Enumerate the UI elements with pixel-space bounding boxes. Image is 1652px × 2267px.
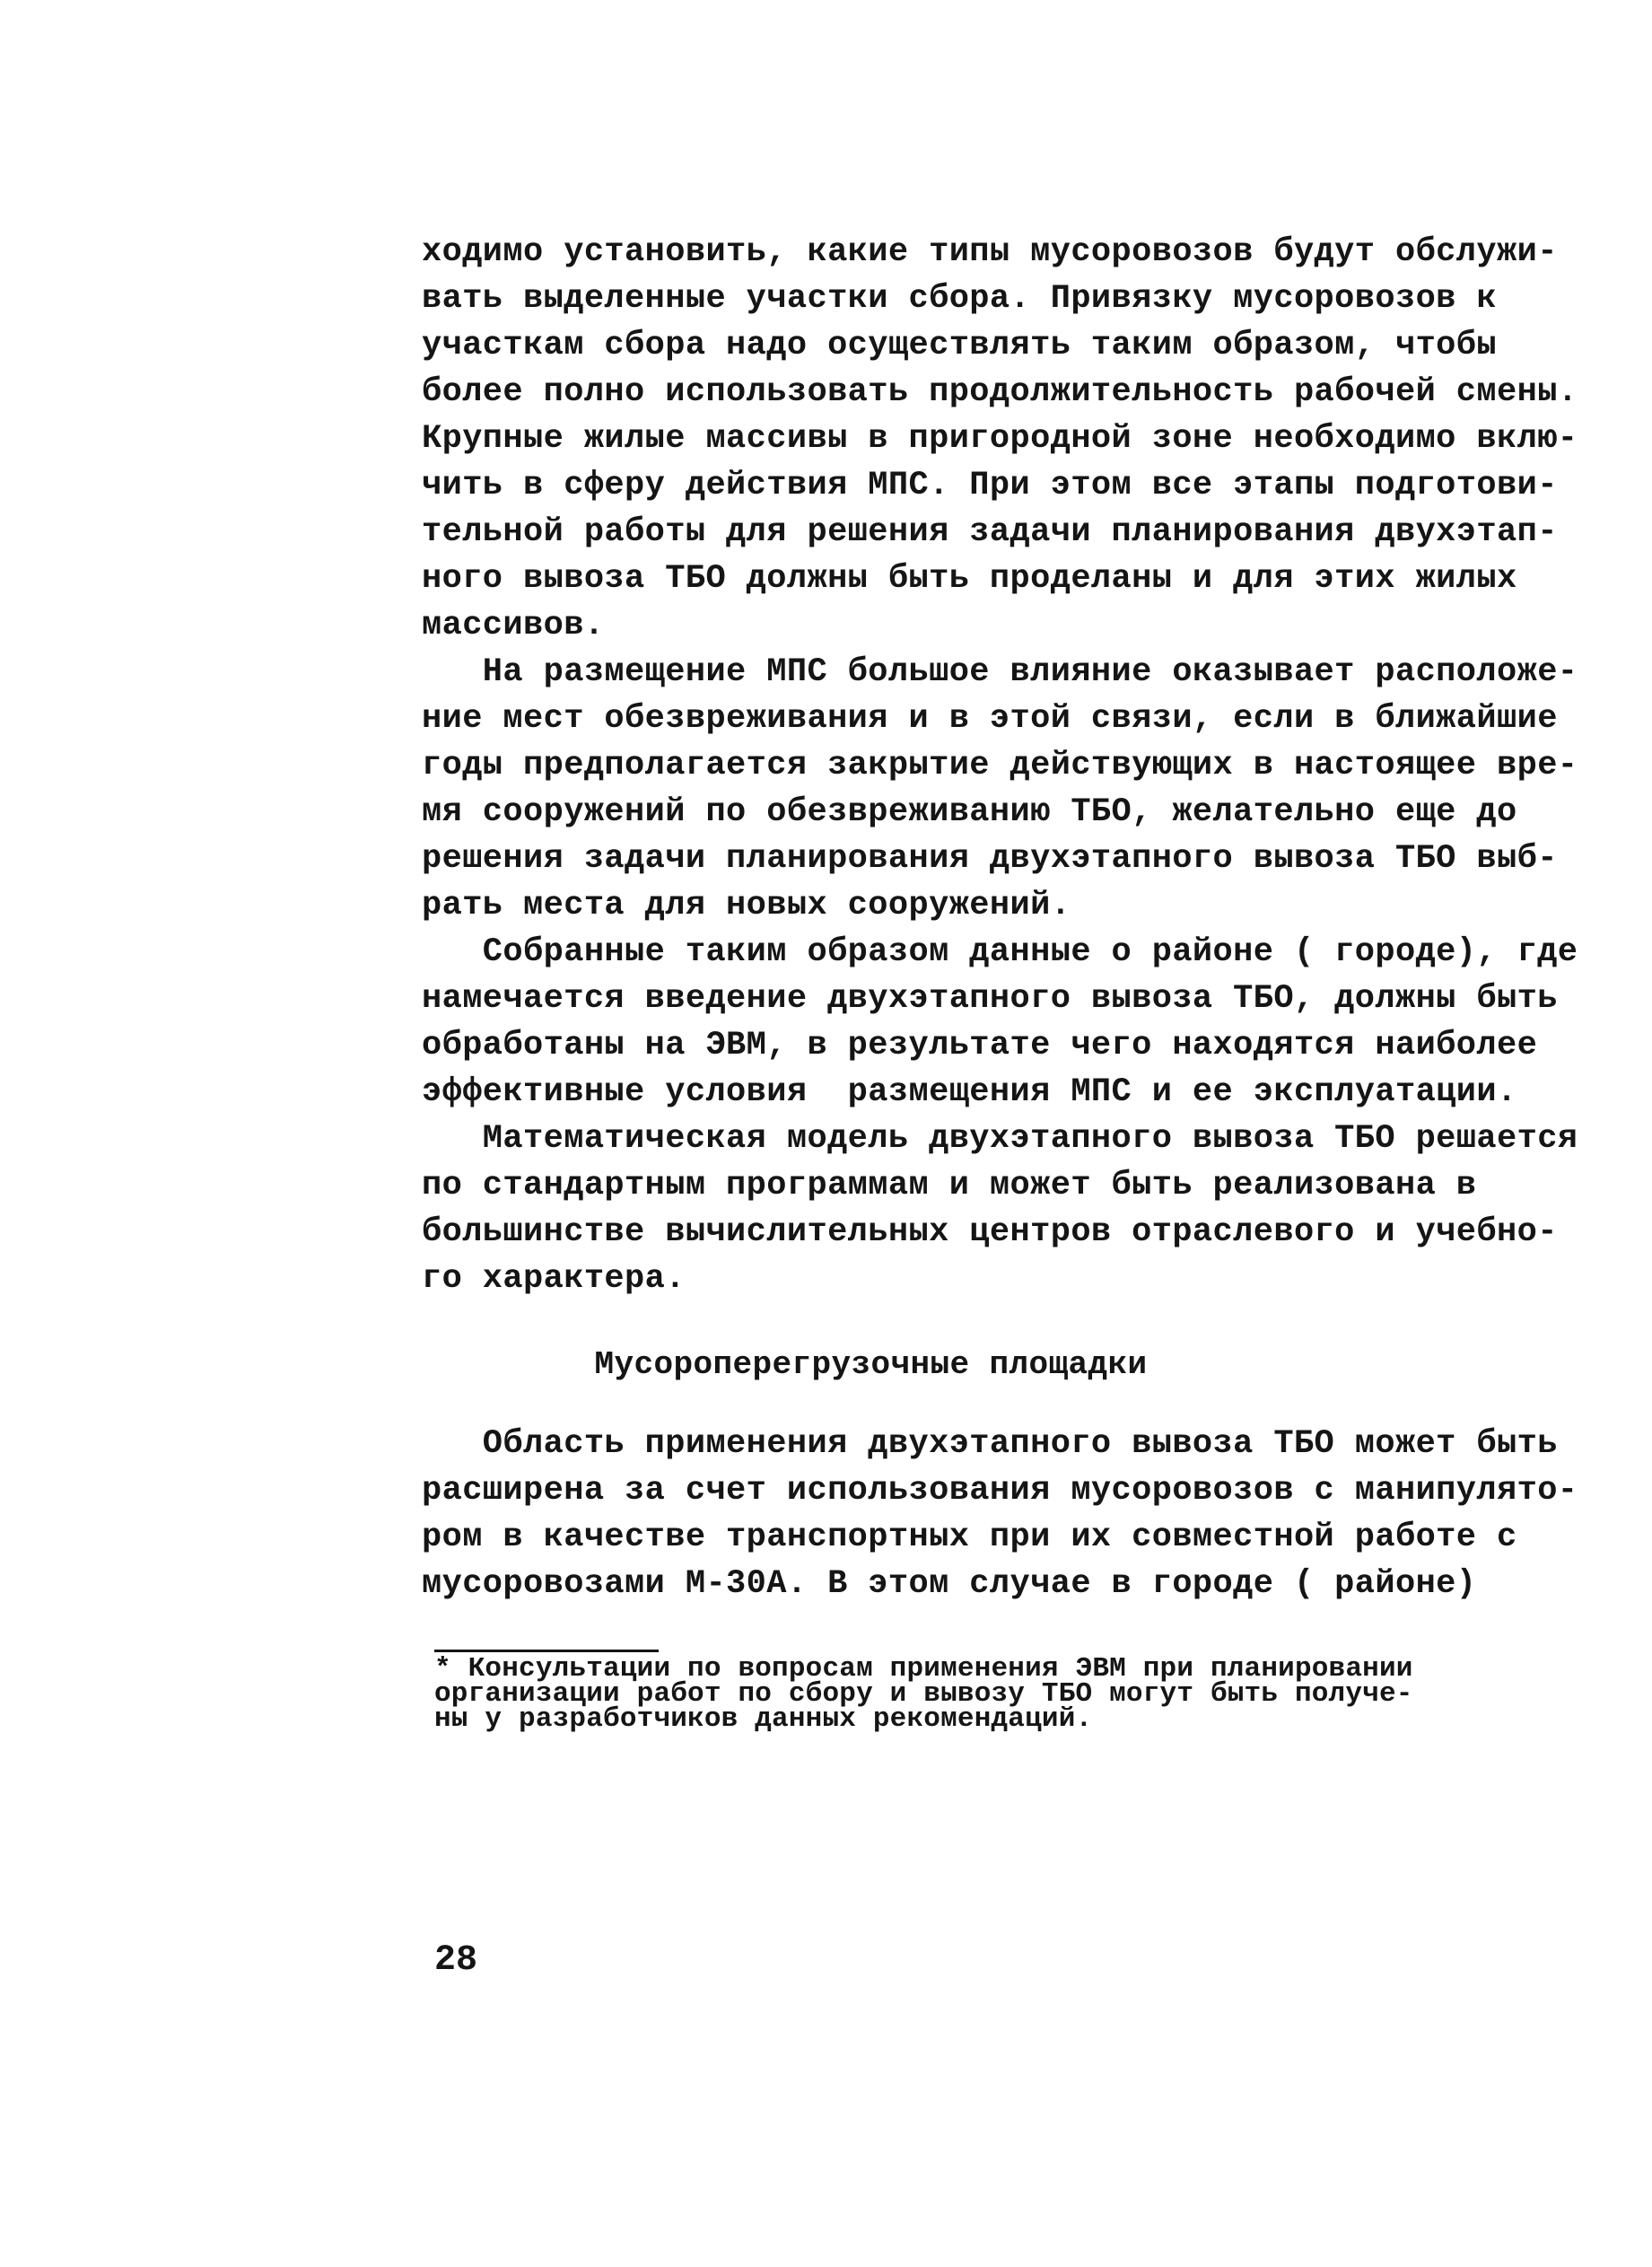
section-heading: Мусороперегрузочные площадки bbox=[594, 1346, 1148, 1383]
footnote-line: ны у разработчиков данных рекомендаций. bbox=[434, 1703, 1093, 1735]
body-line: ного вывоза ТБО должны быть проделаны и для этих жилых bbox=[422, 560, 1517, 598]
section-line: мусоровозами М-30А. В этом случае в городе ( районе) bbox=[422, 1565, 1477, 1603]
page-number: 28 bbox=[434, 1940, 478, 1981]
body-line: На размещение МПС большое влияние оказывает расположе- bbox=[422, 653, 1578, 691]
body-line: большинстве вычислительных центров отраслевого и учебно- bbox=[422, 1213, 1558, 1251]
body-line: ние мест обезвреживания и в этой связи, если в ближайшие bbox=[422, 700, 1558, 738]
section-line: расширена за счет использования мусоровозов с манипулято- bbox=[422, 1472, 1578, 1510]
body-line: рать места для новых сооружений. bbox=[422, 887, 1071, 924]
footnote-line: * Консультации по вопросам применения ЭВМ при планировании bbox=[434, 1653, 1413, 1685]
body-line: мя сооружений по обезвреживанию ТБО, желательно еще до bbox=[422, 793, 1517, 831]
body-line: более полно использовать продолжительность рабочей смены. bbox=[422, 373, 1578, 411]
body-line: намечается введение двухэтапного вывоза ТБО, должны быть bbox=[422, 980, 1558, 1018]
body-line: тельной работы для решения задачи планирования двухэтап- bbox=[422, 513, 1558, 551]
body-line: участкам сбора надо осуществлять таким образом, чтобы bbox=[422, 327, 1497, 364]
body-line: обработаны на ЭВМ, в результате чего находятся наиболее bbox=[422, 1027, 1538, 1064]
section-line: Область применения двухэтапного вывоза ТБО может быть bbox=[422, 1425, 1558, 1463]
body-line: годы предполагается закрытие действующих в настоящее вре- bbox=[422, 747, 1578, 784]
body-line: чить в сферу действия МПС. При этом все этапы подготови- bbox=[422, 467, 1558, 504]
body-line: вать выделенные участки сбора. Привязку мусоровозов к bbox=[422, 280, 1497, 318]
body-line: массивов. bbox=[422, 607, 605, 644]
body-line: решения задачи планирования двухэтапного вывоза ТБО выб- bbox=[422, 840, 1558, 878]
body-line: эффективные условия размещения МПС и ее эксплуатации. bbox=[422, 1073, 1517, 1111]
body-line: Собранные таким образом данные о районе ( городе), где bbox=[422, 933, 1578, 971]
body-line: го характера. bbox=[422, 1260, 686, 1298]
section-line: ром в качестве транспортных при их совместной работе с bbox=[422, 1519, 1517, 1556]
footnote-line: организации работ по сбору и вывозу ТБО могут быть получе- bbox=[434, 1678, 1413, 1710]
body-line: Крупные жилые массивы в пригородной зоне необходимо вклю- bbox=[422, 420, 1578, 458]
body-line: ходимо установить, какие типы мусоровозов будут обслужи- bbox=[422, 233, 1558, 271]
body-line: по стандартным программам и может быть реализована в bbox=[422, 1167, 1477, 1204]
footnote-rule bbox=[434, 1650, 659, 1652]
body-line: Математическая модель двухэтапного вывоза ТБО решается bbox=[422, 1120, 1578, 1158]
